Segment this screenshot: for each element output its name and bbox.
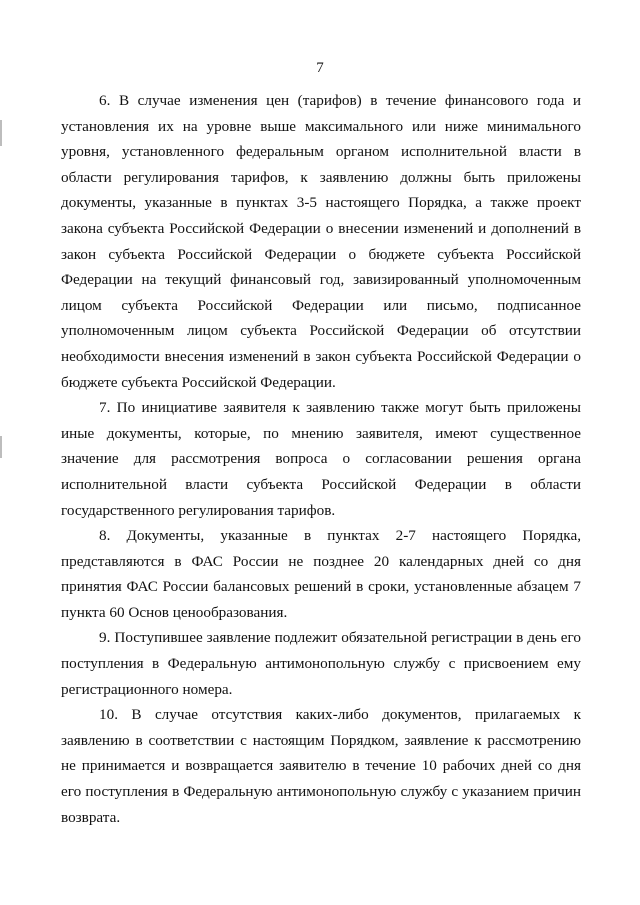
- scan-edge-mark: [0, 436, 2, 458]
- page-number: 7: [316, 60, 324, 76]
- paragraph-6: 6. В случае изменения цен (тарифов) в течение финансового года и установления их на уровне выше максимального или ниже минимального уровня, установленного федеральным органом исполнительной власти в области регулирования тарифов, к заявлению должны быть приложены документы, указанные в пунктах 3-5 настоящего Порядка, а также проект закона субъекта Российской Федерации о внесении изменений и дополнений в закон субъекта Российской Федерации о бюджете субъекта Российской Федерации на текущий финансовый год, завизированный уполномоченным лицом субъекта Российской Федерации или письмо, подписанное уполномоченным лицом субъекта Российской Федерации об отсутствии необходимости внесения изменений в закон субъекта Российской Федерации о бюджете субъекта Российской Федерации.: [61, 92, 581, 391]
- paragraph-8: 8. Документы, указанные в пунктах 2-7 настоящего Порядка, представляются в ФАС России не позднее 20 календарных дней со дня принятия ФАС России балансовых решений в сроки, установленные абзацем 7 пункта 60 Основ ценообразования.: [61, 527, 581, 621]
- paragraph-10: 10. В случае отсутствия каких-либо документов, прилагаемых к заявлению в соответствии с настоящим Порядком, заявление к рассмотрению не принимается и возвращается заявителю в течение 10 рабочих дней со дня его поступления в Федеральную антимонопольную службу с указанием причин возврата.: [61, 706, 581, 826]
- scan-edge-mark: [0, 120, 2, 146]
- document-body: [61, 88, 581, 830]
- paragraph-7: 7. По инициативе заявителя к заявлению также могут быть приложены иные документы, которые, по мнению заявителя, имеют существенное значение для рассмотрения вопроса о согласовании решения органа исполнительной власти субъекта Российской Федерации в области государственного регулирования тарифов.: [61, 399, 581, 519]
- paragraph-9: 9. Поступившее заявление подлежит обязательной регистрации в день его поступления в Федеральную антимонопольную службу с присвоением ему регистрационного номера.: [61, 629, 581, 698]
